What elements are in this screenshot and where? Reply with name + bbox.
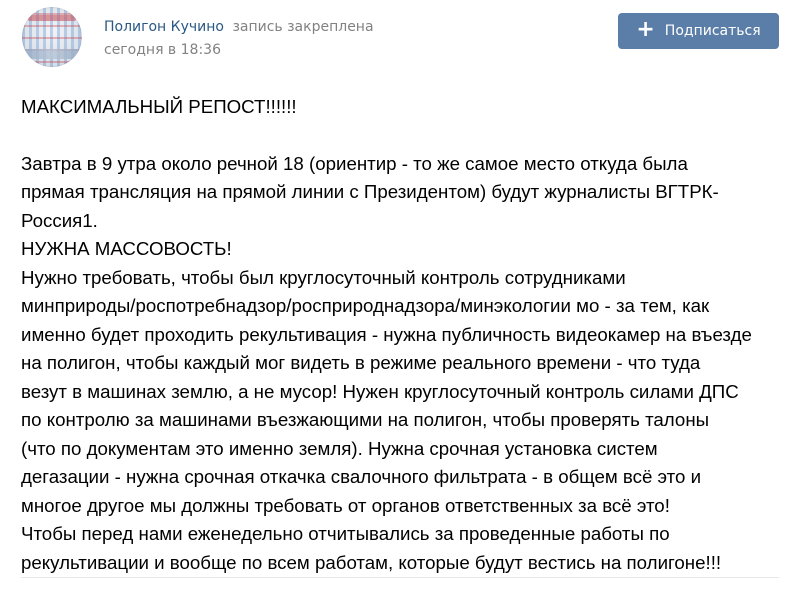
post-line: везут в машинах землю, а не мусор! Нужен круглосуточный контроль силами ДПС (21, 380, 739, 402)
post-line: Завтра в 9 утра около речной 18 (ориентир - то же самое место откуда была (21, 152, 688, 174)
post-line: прямая трансляция на прямой линии с Президентом) будут журналисты ВГТРК- (21, 181, 719, 202)
post-line: дегазации - нужна срочная откачка свалочного фильтрата - в общем всё это и (21, 466, 702, 487)
post-line: рекультивации и вообще по всем работам, которые будут вестись на полигоне!!! (21, 551, 722, 573)
post-date-link[interactable]: сегодня в 18:36 (104, 42, 221, 58)
post-line: многое другое мы должны требовать от органов ответственных за всё это! (21, 494, 670, 516)
post-line: минприроды/роспотребнадзор/росприроднадзора/минэкологии мо - за тем, как (21, 295, 710, 316)
post-line: Нужно требовать, чтобы был круглосуточный контроль сотрудниками (21, 266, 626, 288)
paragraph-gap (21, 122, 781, 150)
post-line: по контролю за машинами въезжающими на полигон, чтобы проверять талоны (21, 409, 710, 430)
post-line: НУЖНА МАССОВОСТЬ! (21, 238, 232, 259)
post-line: на полигон, чтобы каждый мог видеть в режиме реального времени - что туда (21, 352, 701, 373)
author-name-link[interactable]: Полигон Кучино (104, 19, 224, 35)
post-text (21, 93, 781, 577)
subscribe-label: Подписаться (664, 23, 761, 39)
pinned-label: запись закреплена (232, 19, 374, 35)
group-avatar[interactable] (22, 7, 82, 67)
post-line: Россия1. (21, 209, 98, 231)
post-line: МАКСИМАЛЬНЫЙ РЕПОСТ!!!!!! (21, 96, 297, 117)
subscribe-button[interactable] (618, 13, 779, 49)
post-line: (что по документам это именно земля). Нужна срочная установка систем (21, 437, 658, 459)
plus-icon: + (636, 17, 655, 42)
post-line: именно будет проходить рекультивация - нужна публичность видеокамер на въезде (21, 323, 752, 345)
post-divider (21, 577, 779, 578)
avatar-decoration (28, 15, 76, 21)
post-author-line (104, 17, 374, 37)
post-line: Чтобы перед нами еженедельно отчитывались за проведенные работы по (21, 523, 670, 544)
avatar-decoration (22, 49, 82, 59)
